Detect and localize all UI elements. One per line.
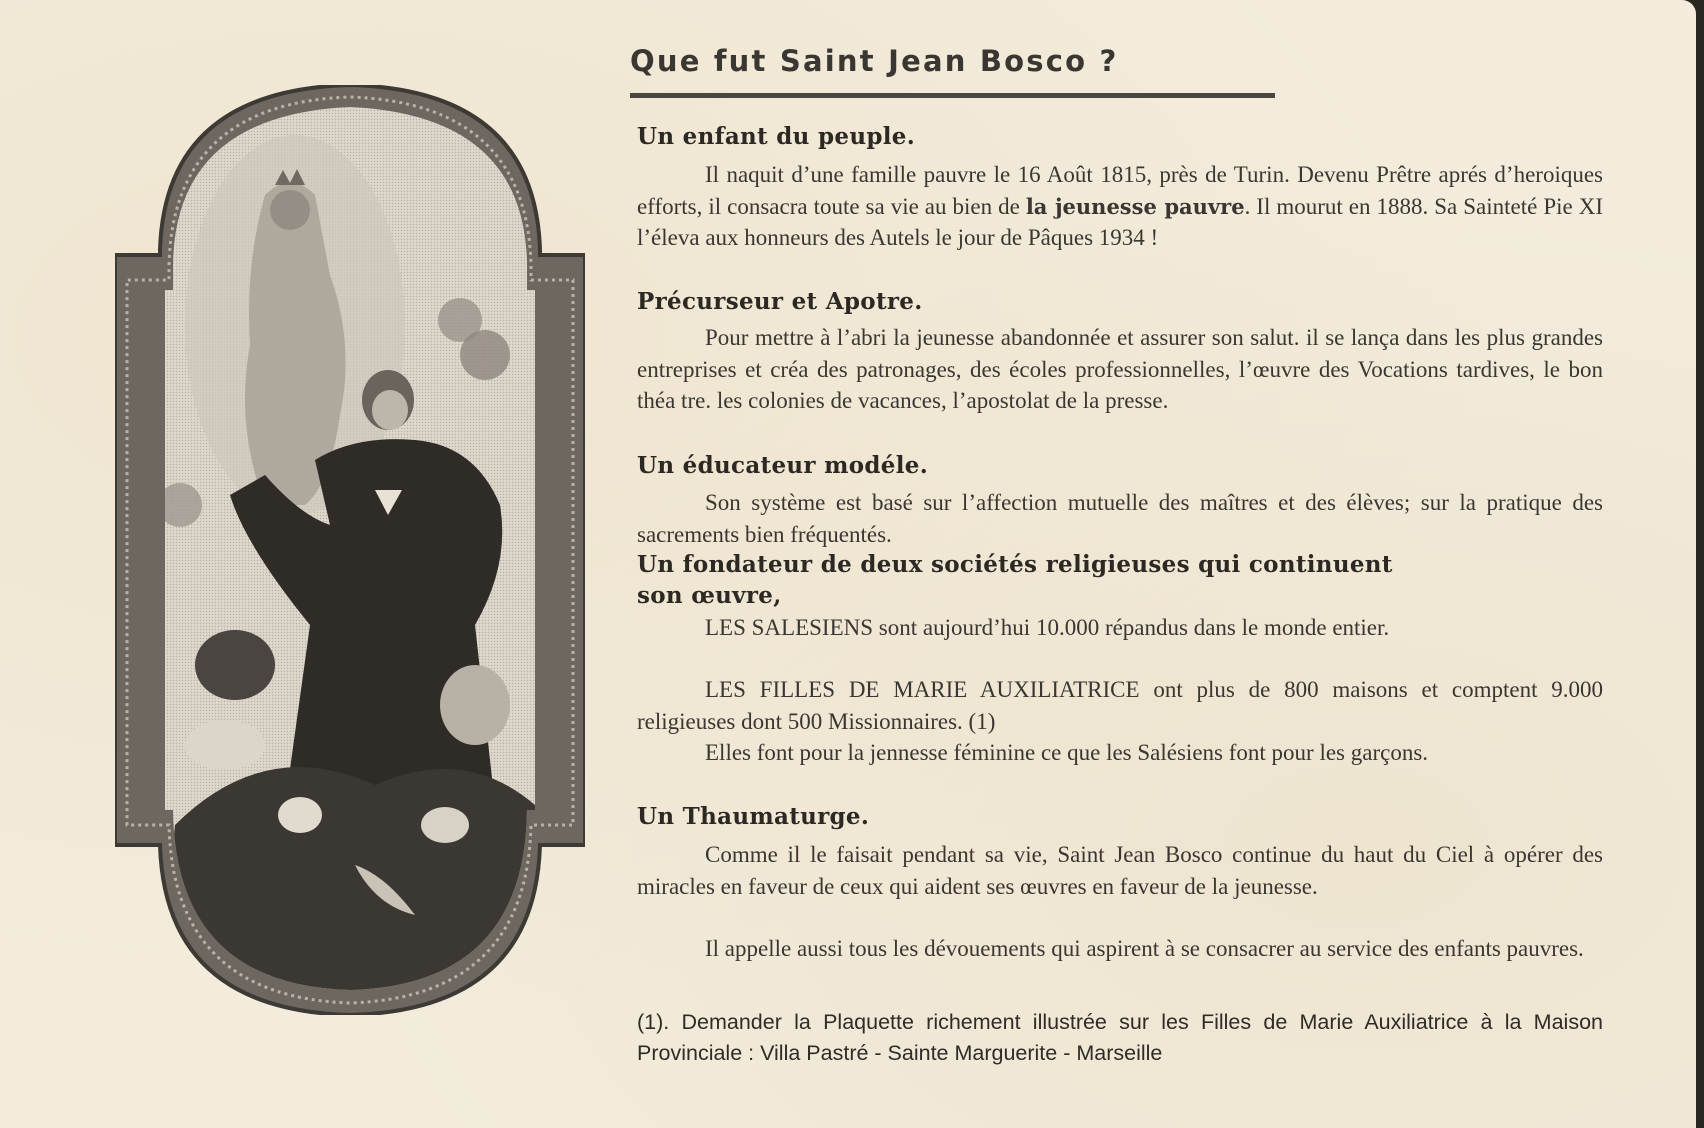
section-paragraph: Comme il le faisait pendant sa vie, Saint Jean Bosco continue du haut du Ciel à opérer des miracles en faveur de ceux qui aident ses œuvres en faveur de la jeunesse. [637,842,1603,899]
section-paragraph: LES FILLES DE MARIE AUXILIATRICE ont plus de 800 maisons et comptent 9.000 religieuses dont 500 Missionnaires. (1) [637,677,1603,734]
emphasis-text: la jeunesse pauvre [1025,193,1245,219]
section-heading: Un enfant du peuple. [637,123,916,150]
section-paragraph: Son système est basé sur l’affection mutuelle des maîtres et des élèves; sur la pratique des sacrements bien fréquentés. [637,490,1603,547]
section-heading: Précurseur et Apotre. [637,288,923,315]
section-paragraph: Elles font pour la jennesse féminine ce que les Salésiens font pour les garçons. [705,740,1429,765]
engraver-signature: B.5576 [573,939,614,998]
section-heading: Un Thaumaturge. [637,803,870,830]
title-underline [630,93,1275,98]
page-title: Que fut Saint Jean Bosco ? [630,44,1119,78]
section-heading-continued: son œuvre, [637,582,782,609]
section-paragraph: Il appelle aussi tous les dévouements qui aspirent à se consacrer au service des enfants pauvres. [705,936,1584,961]
section-paragraph: Il naquit d’une famille pauvre le 16 Août 1815, près de Turin. Devenu Prêtre aprés d’heroiques efforts, il consacra toute sa vie au bien de la jeunesse pauvre. Il mourut en 1888. Sa Sainteté Pie XI l’éleva aux honneurs des Autels le jour de Pâques 1934 ! [637,162,1603,250]
footnote: (1). Demander la Plaquette richement illustrée sur les Filles de Marie Auxiliatrice à la Maison Provinciale : Villa Pastré - Sainte Marguerite - Marseille [637,1010,1603,1065]
section-heading: Un fondateur de deux sociétés religieuses qui continuent [637,551,1393,578]
saint-illustration-frame [115,85,614,1015]
engraving-image [115,85,585,1015]
section-heading: Un éducateur modéle. [637,452,929,479]
section-paragraph: Pour mettre à l’abri la jeunesse abandonnée et assurer son salut. il se lança dans les plus grandes entreprises et créa des patronages, des écoles professionnelles, l’œuvre des Vocations tardives, le bon théa tre. les colonies de vacances, l’apostolat de la presse. [637,325,1603,413]
section-paragraph: LES SALESIENS sont aujourd’hui 10.000 répandus dans le monde entier. [705,615,1390,640]
